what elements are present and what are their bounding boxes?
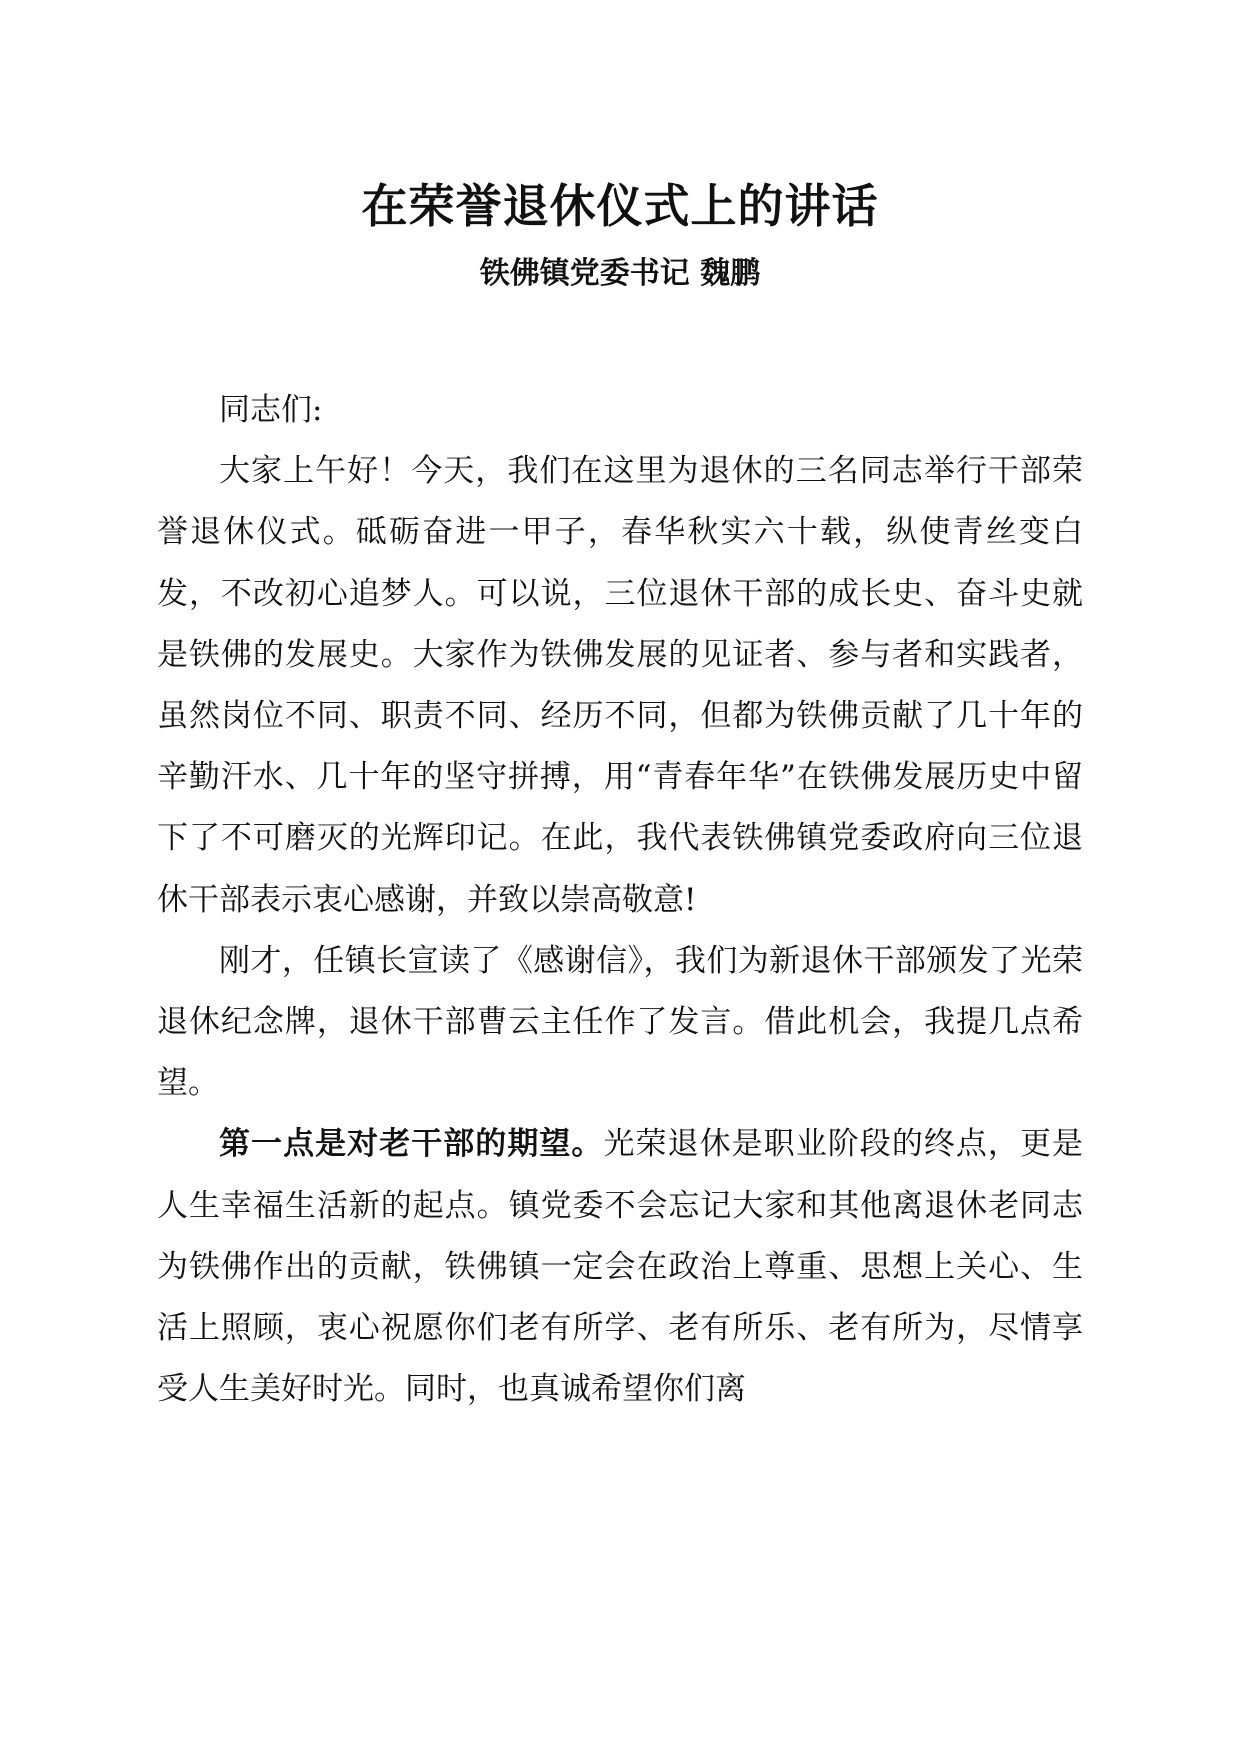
paragraph-3-text: 光荣退休是职业阶段的终点，更是人生幸福生活新的起点。镇党委不会忘记大家和其他离退休老同志为铁佛作出的贡献，铁佛镇一定会在政治上尊重、思想上关心、生活上照顾，衷心祝愿你们老有所学、老有所乐、老有所为，尽情享受人生美好时光。同时，也真诚希望你们离 <box>157 1126 1084 1408</box>
paragraph-1: 大家上午好！今天，我们在这里为退休的三名同志举行干部荣誉退休仪式。砥砺奋进一甲子，春华秋实六十载，纵使青丝变白发，不改初心追梦人。可以说，三位退休干部的成长史、奋斗史就是铁佛的发展史。大家作为铁佛发展的见证者、参与者和实践者，虽然岗位不同、职责不同、经历不同，但都为铁佛贡献了几十年的辛勤汗水、几十年的坚守拼搏，用“青春年华”在铁佛发展历史中留下了不可磨灭的光辉印记。在此，我代表铁佛镇党委政府向三位退休干部表示衷心感谢，并致以崇高敬意! <box>157 453 1083 918</box>
paragraph-3-heading: 第一点是对老干部的期望。 <box>219 1126 604 1163</box>
document-body <box>157 380 1083 1420</box>
paragraph-3 <box>157 1114 1083 1420</box>
paragraph-2: 刚才，任镇长宣读了《感谢信》，我们为新退休干部颁发了光荣退休纪念牌，退休干部曹云主任作了发言。借此机会，我提几点希望。 <box>157 942 1083 1102</box>
document-author-line: 铁佛镇党委书记 魏鹏 <box>479 256 761 291</box>
salutation: 同志们: <box>219 392 323 428</box>
document-title: 在荣誉退休仪式上的讲话 <box>361 179 879 233</box>
